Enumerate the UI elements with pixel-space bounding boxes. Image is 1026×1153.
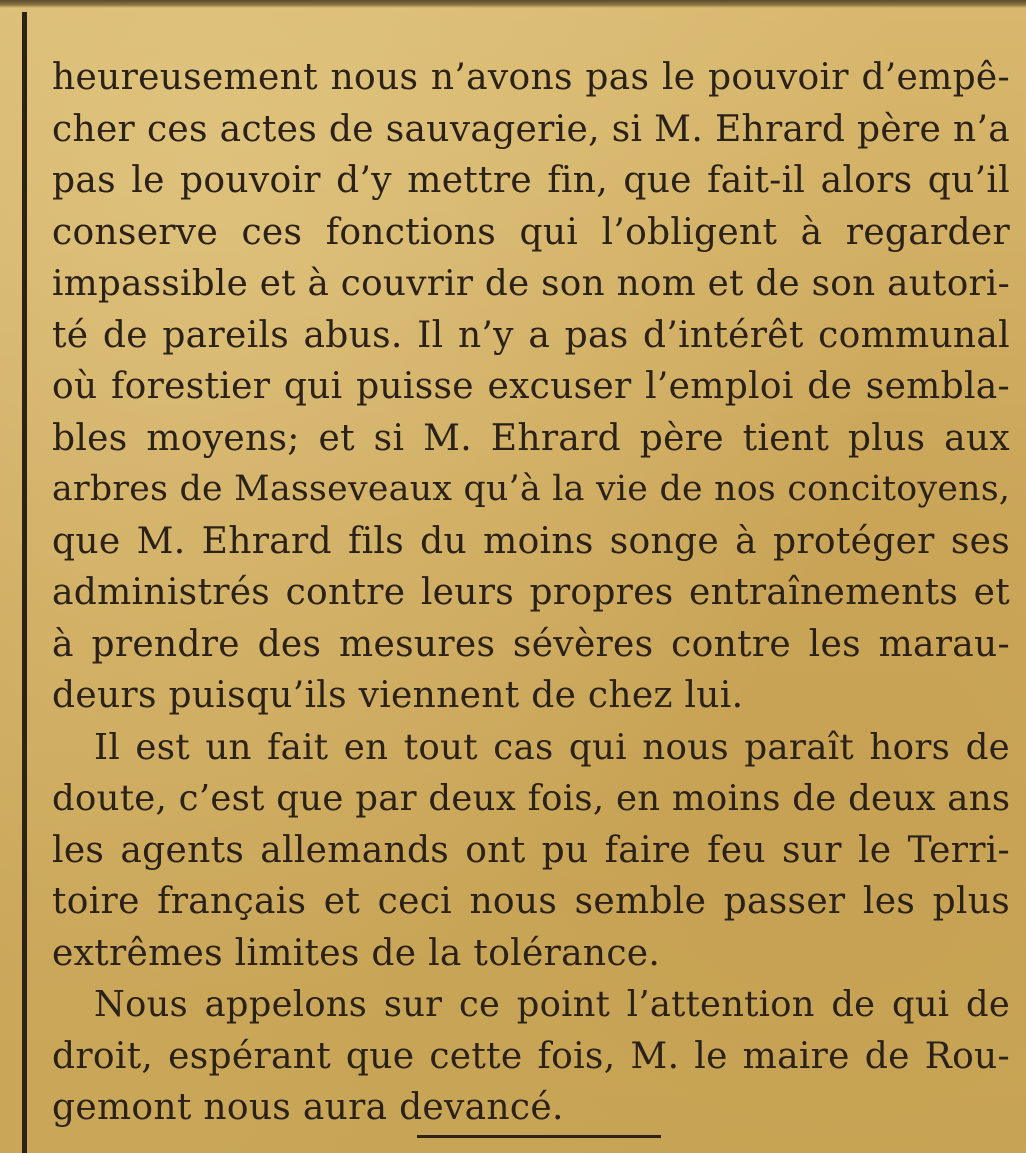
text-line: bles moyens; et si M. Ehrard père tient plus aux bbox=[52, 417, 1010, 459]
text-line: les agents allemands ont pu faire feu sur le Terri- bbox=[52, 829, 1010, 871]
text-line: administrés contre leurs propres entraînements et bbox=[52, 572, 1010, 613]
page-top-edge bbox=[0, 0, 1026, 8]
text-line: Nous appelons sur ce point l’attention de qui de bbox=[94, 984, 1010, 1025]
text-line: deurs puisqu’ils viennent de chez lui. bbox=[52, 675, 744, 716]
text-line: Il est un fait en tout cas qui nous paraît hors de bbox=[94, 726, 1010, 768]
article-body bbox=[52, 52, 1010, 1134]
text-line: conserve ces fonctions qui l’obligent à regarder bbox=[52, 211, 1010, 253]
text-line: où forestier qui puisse excuser l’emploi de sembla- bbox=[52, 366, 1010, 407]
text-line: pas le pouvoir d’y mettre fin, que fait-il alors qu’il bbox=[52, 160, 1010, 201]
text-line: extrêmes limites de la tolérance. bbox=[52, 932, 661, 974]
text-line: droit, espérant que cette fois, M. le maire de Rou- bbox=[52, 1035, 1010, 1077]
text-line: que M. Ehrard fils du moins songe à protéger ses bbox=[52, 520, 1010, 562]
text-line: doute, c’est que par deux fois, en moins de deux ans bbox=[52, 778, 1011, 819]
text-line: té de pareils abus. Il n’y a pas d’intérêt communal bbox=[52, 314, 1010, 356]
text-line: impassible et à couvrir de son nom et de son autori- bbox=[52, 263, 1010, 304]
text-line: cher ces actes de sauvagerie, si M. Ehrard père n’a bbox=[52, 108, 1010, 150]
paragraph bbox=[52, 52, 1010, 722]
article-end-rule bbox=[417, 1135, 661, 1138]
text-line: à prendre des mesures sévères contre les marau- bbox=[52, 623, 1010, 665]
column-rule bbox=[22, 12, 27, 1153]
paragraph bbox=[52, 979, 1010, 1134]
text-line: arbres de Masseveaux qu’à la vie de nos concitoyens, bbox=[52, 469, 1011, 509]
text-line: toire français et ceci nous semble passer les plus bbox=[52, 881, 1010, 922]
text-line: gemont nous aura devancé. bbox=[52, 1087, 564, 1128]
paragraph bbox=[52, 722, 1010, 980]
text-line: heureusement nous n’avons pas le pouvoir d’empê- bbox=[52, 57, 1010, 98]
